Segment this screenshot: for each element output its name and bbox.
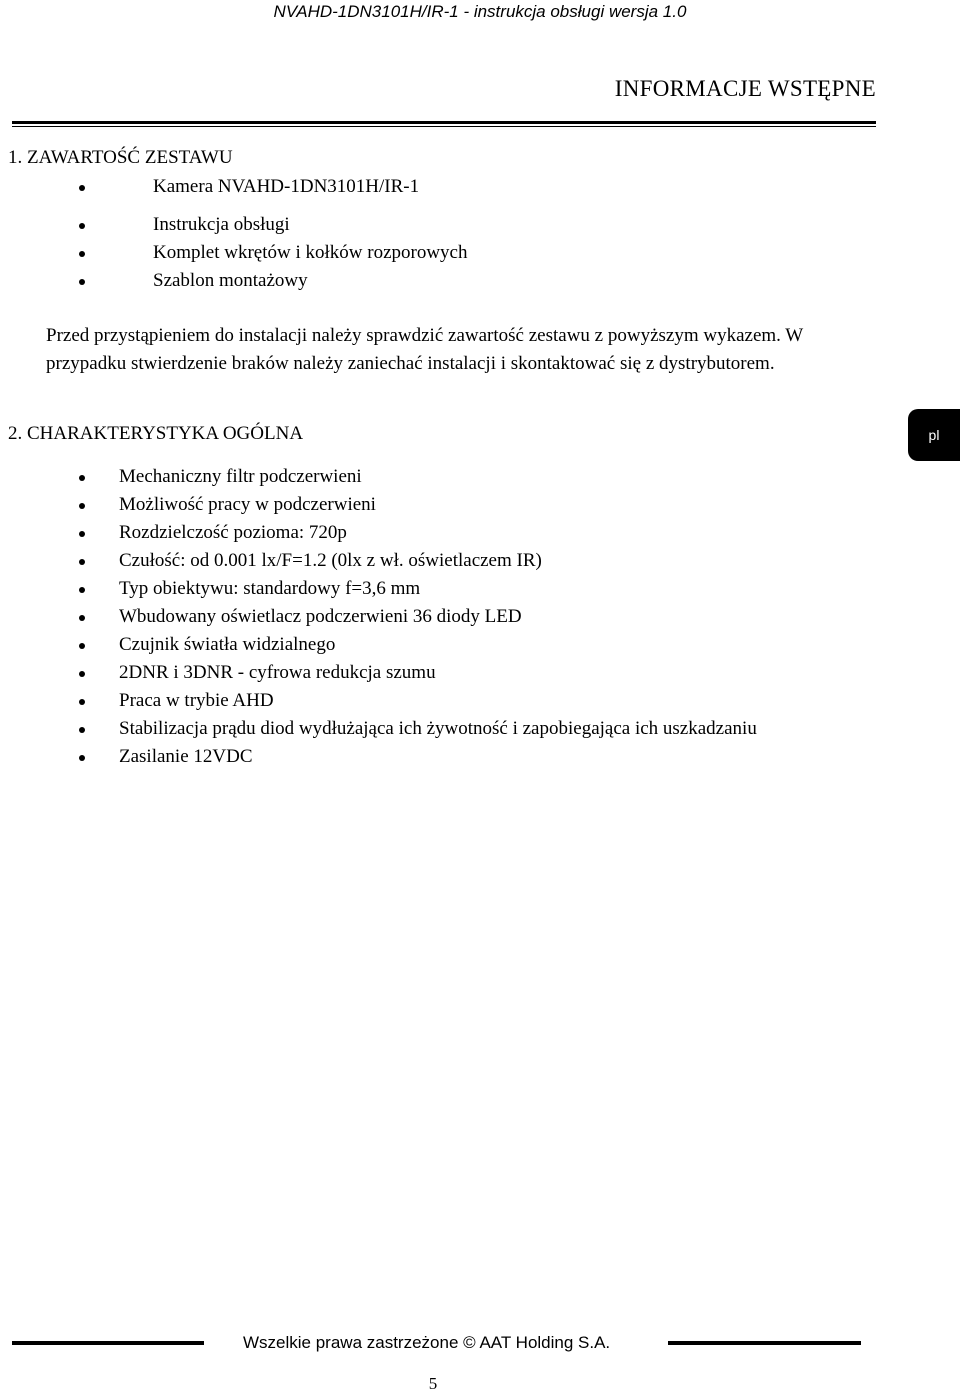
list-item-text: Komplet wkrętów i kołków rozporowych xyxy=(153,242,468,263)
kit-check-paragraph: Przed przystąpieniem do instalacji należy sprawdzić zawartość zestawu z powyższym wykazem. W przypadku stwierdzenie braków należy zaniechać instalacji i skontaktować się z dystrybutorem. xyxy=(46,325,803,374)
features-list xyxy=(119,463,757,771)
list-item xyxy=(119,519,757,547)
list-item xyxy=(153,239,468,267)
list-item-text: Możliwość pracy w podczerwieni xyxy=(119,494,376,515)
header-rule-thin xyxy=(12,126,876,127)
bullet-icon xyxy=(79,531,85,537)
bullet-icon xyxy=(79,615,85,621)
kit-contents-list xyxy=(153,173,468,295)
list-item-text: Kamera NVAHD-1DN3101H/IR-1 xyxy=(153,176,420,197)
list-item-text: Stabilizacja prądu diod wydłużająca ich żywotność i zapobiegająca ich uszkadzaniu xyxy=(119,718,757,739)
list-item xyxy=(119,687,757,715)
list-item-text: Wbudowany oświetlacz podczerwieni 36 diody LED xyxy=(119,606,522,627)
list-item-text: Rozdzielczość pozioma: 720p xyxy=(119,522,347,543)
bullet-icon xyxy=(79,223,85,229)
list-item-text: Praca w trybie AHD xyxy=(119,690,274,711)
language-tab: pl xyxy=(908,409,960,461)
list-item xyxy=(119,575,757,603)
list-item xyxy=(119,743,757,771)
list-item xyxy=(119,463,757,491)
section-title: INFORMACJE WSTĘPNE xyxy=(614,76,876,101)
bullet-icon xyxy=(79,727,85,733)
list-item-text: Instrukcja obsługi xyxy=(153,214,290,235)
list-item xyxy=(119,659,757,687)
list-item-text: Szablon montażowy xyxy=(153,270,308,291)
bullet-icon xyxy=(79,475,85,481)
heading-general-features: 2. CHARAKTERYSTYKA OGÓLNA xyxy=(8,423,304,444)
list-item-text: Typ obiektywu: standardowy f=3,6 mm xyxy=(119,578,421,599)
list-item xyxy=(119,603,757,631)
page-number: 5 xyxy=(428,1374,438,1393)
footer-copyright: Wszelkie prawa zastrzeżone © AAT Holding S.A. xyxy=(243,1333,611,1352)
bullet-icon xyxy=(79,699,85,705)
list-item xyxy=(153,267,468,295)
footer-rule-right xyxy=(668,1341,861,1345)
list-item xyxy=(119,631,757,659)
bullet-icon xyxy=(79,185,85,191)
heading-kit-contents: 1. ZAWARTOŚĆ ZESTAWU xyxy=(8,147,233,168)
bullet-icon xyxy=(79,643,85,649)
bullet-icon xyxy=(79,559,85,565)
bullet-icon xyxy=(79,503,85,509)
list-item xyxy=(153,211,468,239)
bullet-icon xyxy=(79,671,85,677)
list-item-text: Czułość: od 0.001 lx/F=1.2 (0lx z wł. oświetlaczem IR) xyxy=(119,550,542,571)
header-rule-thick xyxy=(12,121,876,124)
list-item xyxy=(153,173,468,201)
bullet-icon xyxy=(79,755,85,761)
list-item xyxy=(119,547,757,575)
bullet-icon xyxy=(79,279,85,285)
document-header-title: NVAHD-1DN3101H/IR-1 - instrukcja obsługi wersja 1.0 xyxy=(273,2,687,21)
list-item-text: Mechaniczny filtr podczerwieni xyxy=(119,466,362,487)
list-item-text: 2DNR i 3DNR - cyfrowa redukcja szumu xyxy=(119,662,436,683)
list-item-text: Zasilanie 12VDC xyxy=(119,746,253,767)
list-item xyxy=(119,715,757,743)
footer-rule-left xyxy=(12,1341,204,1345)
bullet-icon xyxy=(79,251,85,257)
list-item xyxy=(119,491,757,519)
list-item-text: Czujnik światła widzialnego xyxy=(119,634,336,655)
bullet-icon xyxy=(79,587,85,593)
